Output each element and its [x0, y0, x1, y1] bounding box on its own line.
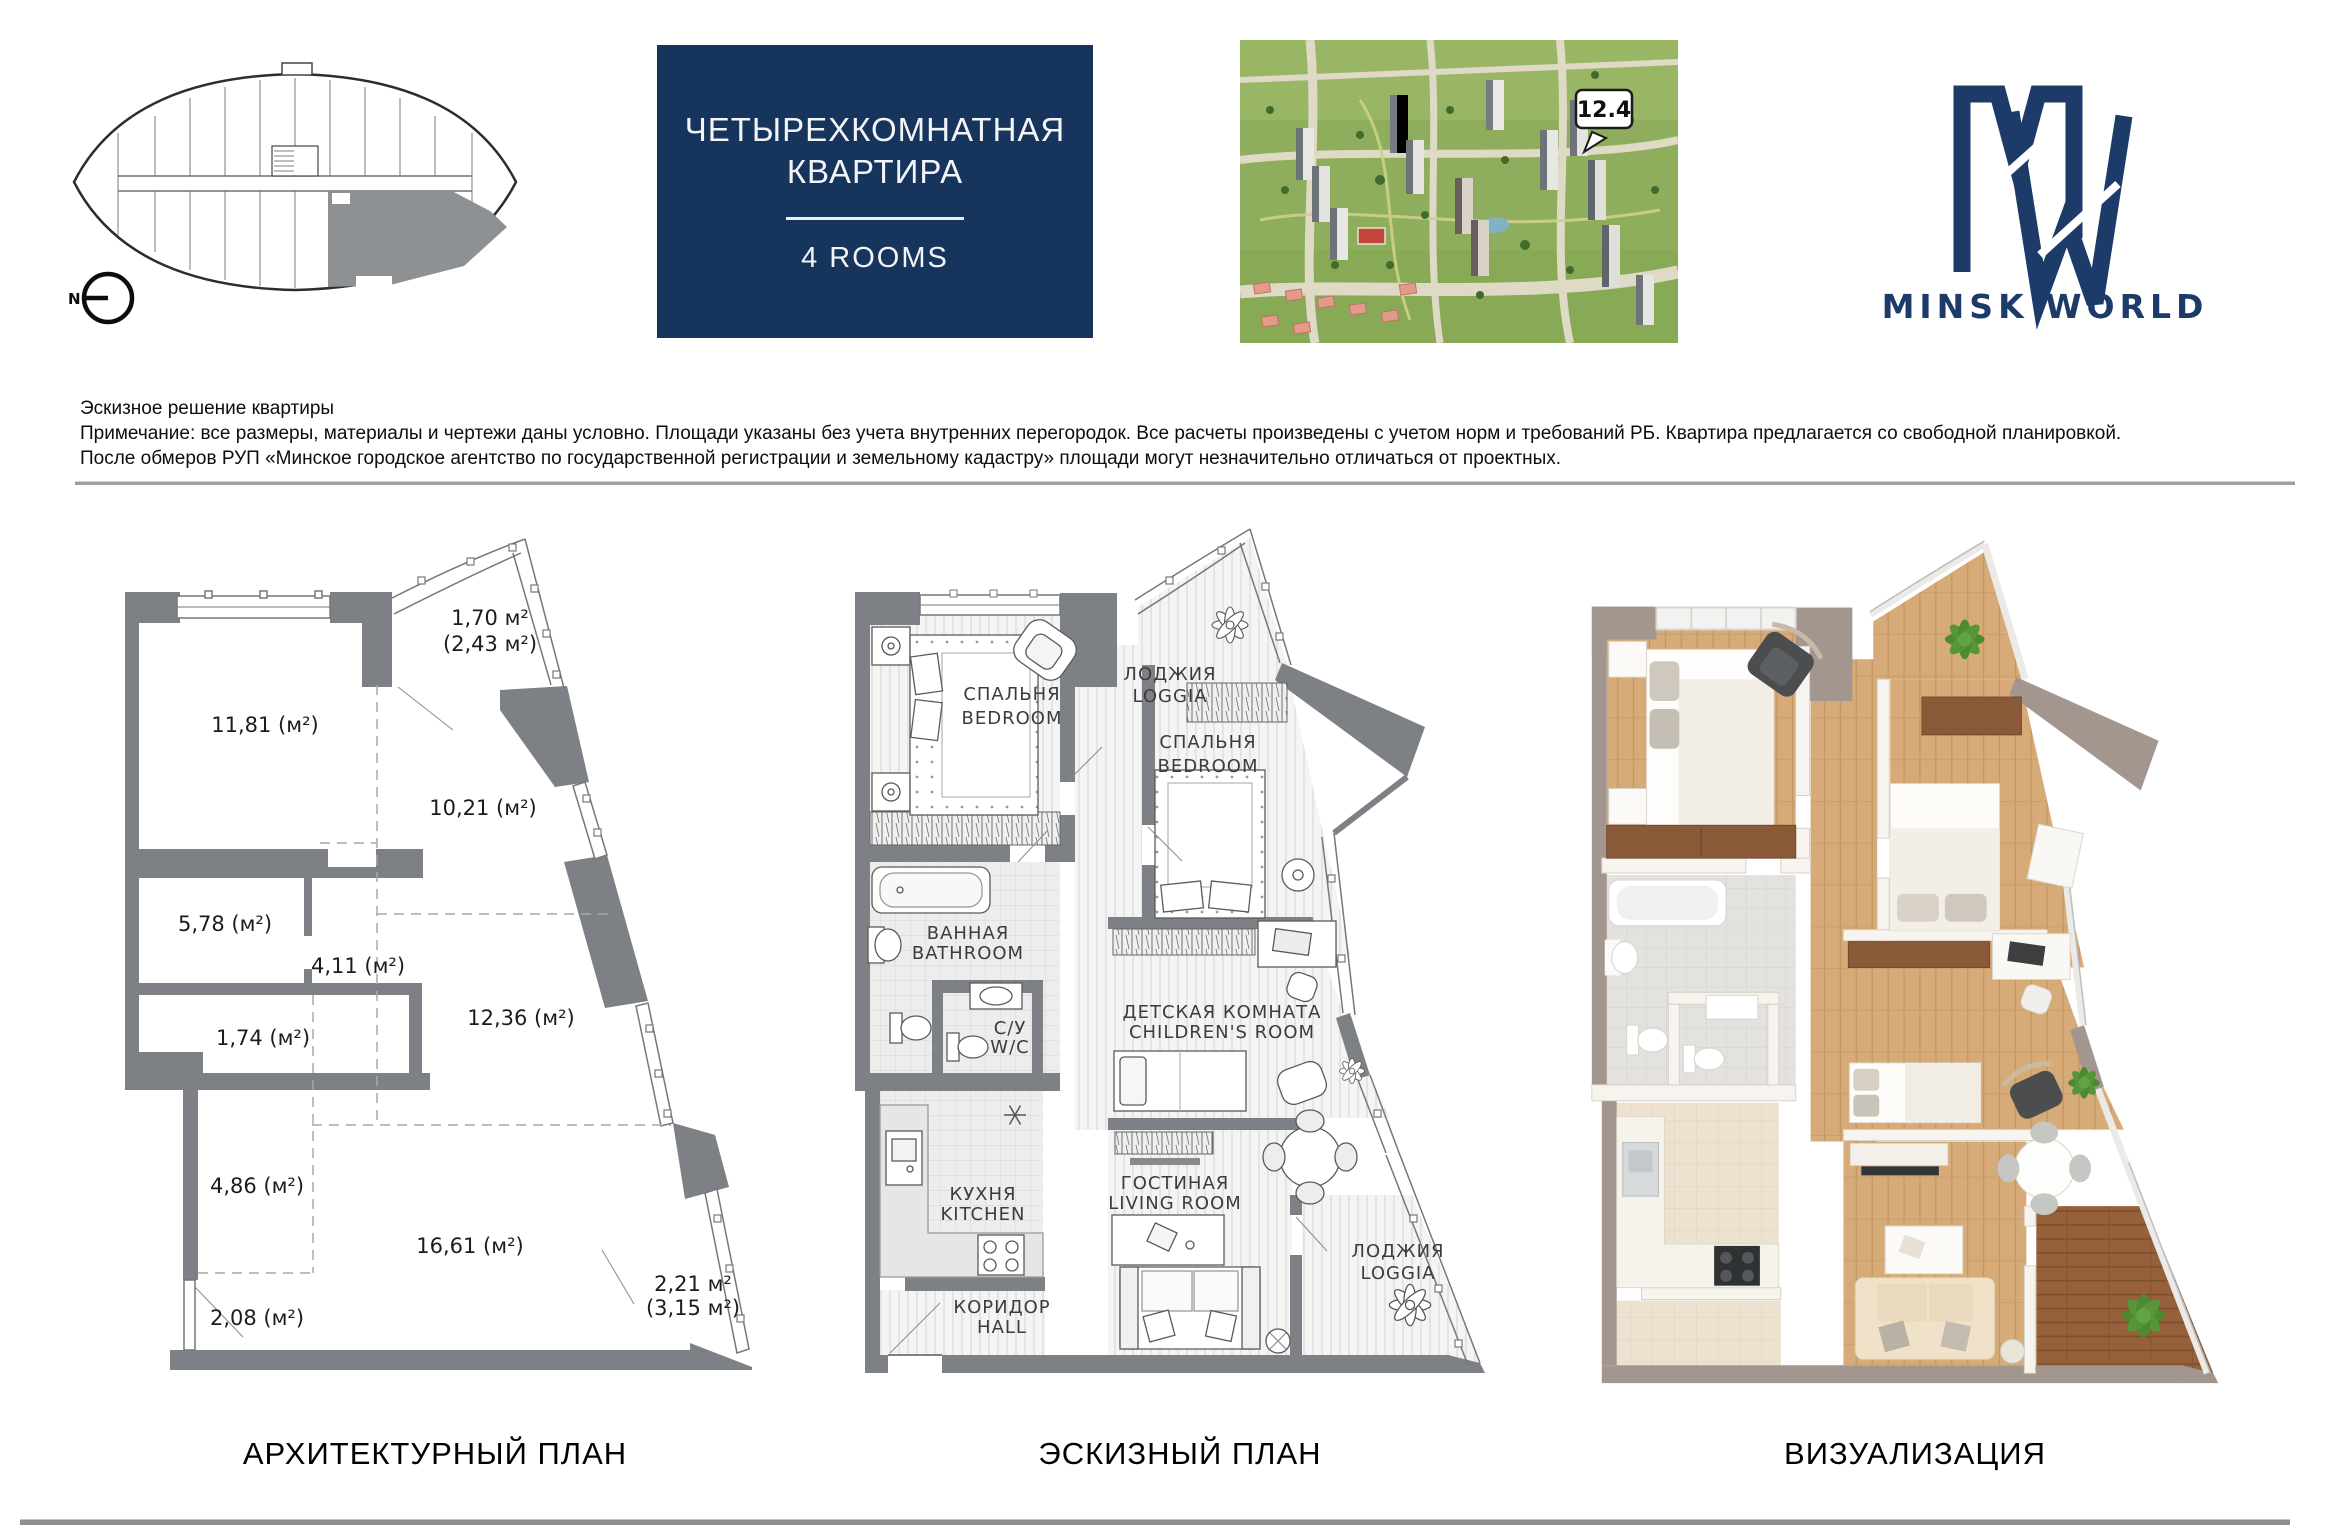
area-loggia-bottom-2: (3,15 м²) [645, 1296, 741, 1320]
logo-wordmark: MINSK WORLD [1881, 287, 2209, 326]
title-divider [786, 217, 964, 220]
area-4-11: 4,11 (м²) [310, 954, 406, 978]
caption-sketch-plan: ЭСКИЗНЫЙ ПЛАН [1038, 1436, 1322, 1471]
label-hall-ru: КОРИДОР [953, 1297, 1051, 1318]
label-wc-en: W/C [990, 1037, 1030, 1058]
tv-icon [1130, 1158, 1200, 1165]
area-5-78: 5,78 (м²) [177, 912, 273, 936]
area-2-08: 2,08 (м²) [209, 1306, 305, 1330]
architectural-plan-figure [115, 525, 755, 1395]
label-children-ru: ДЕТСКАЯ КОМНАТА [1122, 1002, 1322, 1023]
label-bathroom-en: BATHROOM [911, 943, 1025, 964]
caption-architectural-plan: АРХИТЕКТУРНЫЙ ПЛАН [242, 1436, 628, 1471]
label-living-en: LIVING ROOM [1108, 1193, 1242, 1214]
badge-number: 12.4 [1576, 98, 1632, 123]
label-bedroom2-en: BEDROOM [1157, 756, 1259, 777]
glazing-ticks [418, 544, 744, 1322]
apartment-title-box [657, 45, 1093, 338]
label-bedroom1-ru: СПАЛЬНЯ [963, 684, 1061, 705]
note-line1: Эскизное решение квартиры [80, 398, 335, 419]
area-10-21: 10,21 (м²) [429, 796, 537, 820]
title-ru-line2: КВАРТИРА [786, 152, 964, 190]
area-loggia-top-1: 1,70 м² [451, 606, 529, 630]
caption-visualization: ВИЗУАЛИЗАЦИЯ [1784, 1436, 2046, 1471]
mw-monogram-icon [1962, 94, 2124, 303]
sketch-plan-figure [850, 515, 1510, 1395]
compass-label: N [68, 290, 81, 308]
visualization-figure [1585, 530, 2245, 1405]
label-hall-en: HALL [977, 1317, 1027, 1338]
area-1-74: 1,74 (м²) [215, 1026, 311, 1050]
label-bathroom-ru: ВАННАЯ [926, 923, 1010, 944]
title-ru-line1: ЧЕТЫРЕХКОМНАТНАЯ [684, 110, 1066, 148]
area-11-81: 11,81 (м²) [211, 713, 319, 737]
masterplan-aerial-map [1240, 40, 1678, 343]
label-kitchen-ru: КУХНЯ [949, 1184, 1017, 1205]
label-loggia-bottom-en: LOGGIA [1360, 1263, 1436, 1284]
footer-divider [20, 1519, 2290, 1525]
label-bedroom1-en: BEDROOM [961, 708, 1063, 729]
area-12-36: 12,36 (м²) [467, 1006, 575, 1030]
note-line3: После обмеров РУП «Минское городское агентство по государственной регистрации и земельному кадастру» площади могут незначительно отличаться от проектных. [80, 448, 1562, 469]
area-loggia-bottom-1: 2,21 м² [654, 1272, 732, 1296]
label-kitchen-en: KITCHEN [940, 1204, 1026, 1225]
area-4-86: 4,86 (м²) [209, 1174, 305, 1198]
minsk-world-logo [1870, 70, 2220, 330]
label-wc-ru: С/У [993, 1018, 1027, 1039]
header-divider [75, 481, 2295, 485]
building-level-schematic [60, 30, 530, 340]
label-bedroom2-ru: СПАЛЬНЯ [1159, 732, 1257, 753]
entry-door-gap [888, 1355, 942, 1373]
label-loggia-top-ru: ЛОДЖИЯ [1123, 664, 1217, 685]
title-en: 4 ROOMS [801, 241, 949, 274]
north-compass-icon [68, 274, 132, 322]
area-loggia-top-2: (2,43 м²) [442, 632, 538, 656]
label-loggia-top-en: LOGGIA [1132, 686, 1208, 707]
disclaimer-note [80, 396, 2290, 471]
label-children-en: CHILDREN'S ROOM [1128, 1022, 1316, 1043]
label-living-ru: ГОСТИНАЯ [1120, 1173, 1230, 1194]
label-loggia-bottom-ru: ЛОДЖИЯ [1351, 1241, 1445, 1262]
note-line2: Примечание: все размеры, материалы и чертежи даны условно. Площади указаны без учета внутренних перегородок. Все расчеты произведены с учетом норм и требований РБ. Квартира предлагается со свободной планировкой. [80, 423, 2122, 444]
area-labels [178, 606, 740, 1330]
area-16-61: 16,61 (м²) [416, 1234, 524, 1258]
